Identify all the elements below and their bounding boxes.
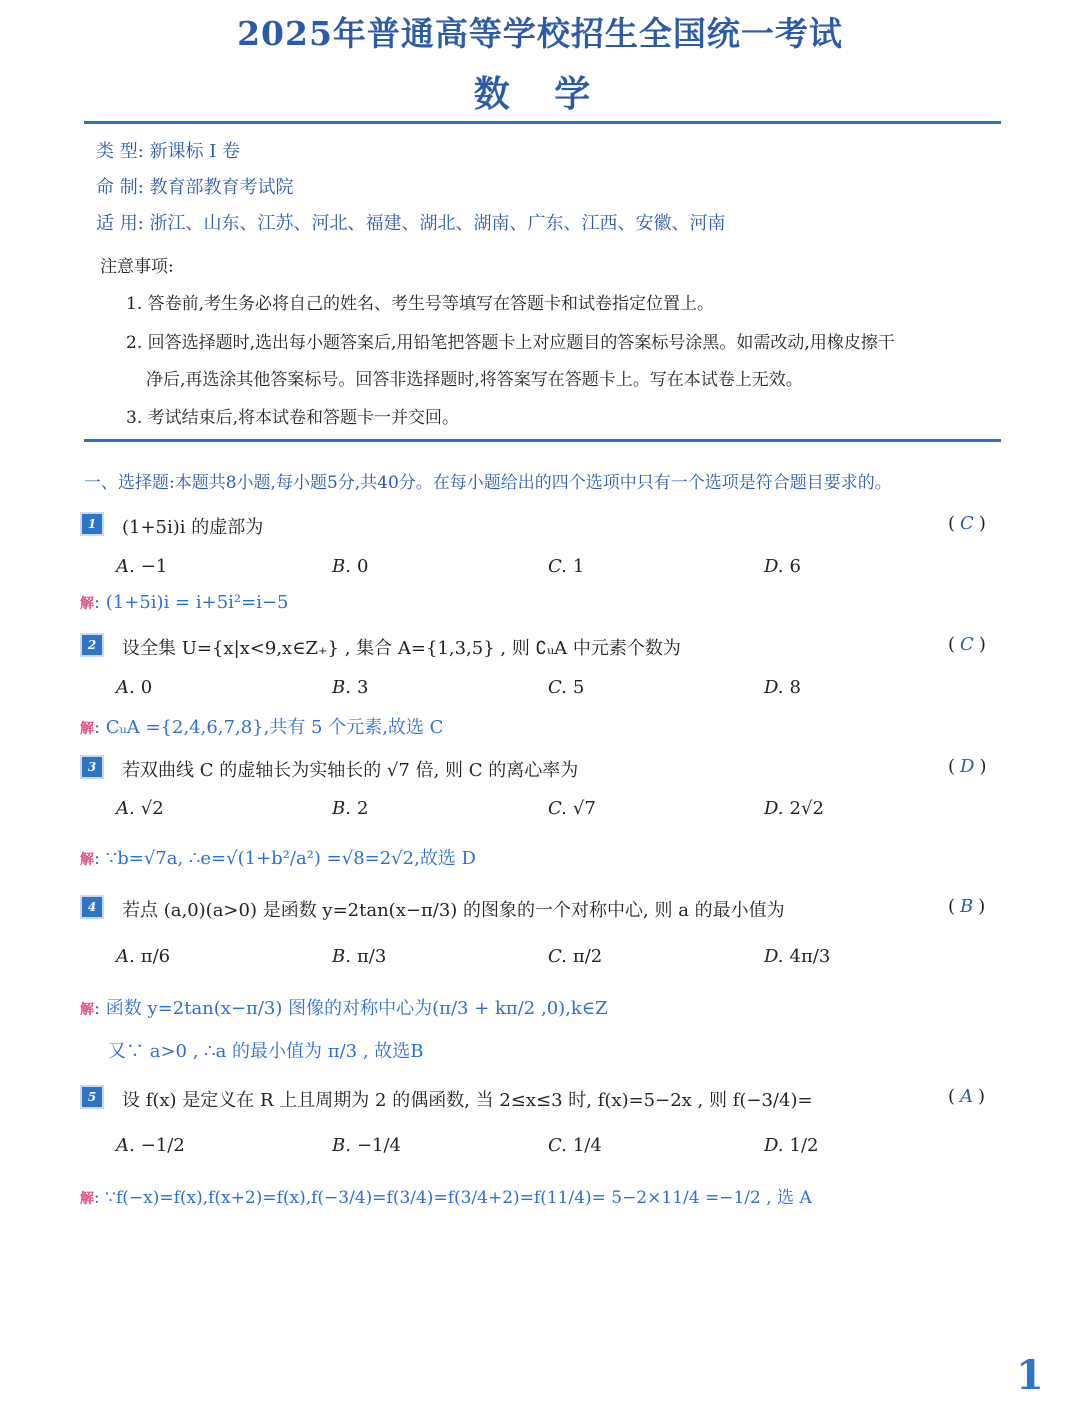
answer-bracket: ( A ) [948,1086,986,1107]
meta-type: 类 型: 新课标 I 卷 [96,141,241,162]
answer-bracket: ( D ) [948,756,987,777]
option: B. 2 [332,798,369,819]
divider-top [84,121,1001,124]
answer-letter: A [960,1086,974,1107]
question-number-badge: 4 [80,895,104,919]
note-item: 3. 考试结束后,将本试卷和答题卡一并交回。 [126,408,460,428]
answer-bracket: ( B ) [948,896,986,917]
answer-letter: D [960,756,975,777]
solution-text: 解: (1+5i)i = i+5i²=i−5 [80,592,289,613]
meta-maker: 命 制: 教育部教育考试院 [96,177,294,198]
question-number-badge: 2 [80,633,104,657]
option: B. −1/4 [332,1135,402,1156]
option: D. 1/2 [764,1135,819,1156]
solution-label: 解 [80,721,94,737]
option: D. 8 [764,677,801,698]
solution-text: 解: ∵f(−x)=f(x),f(x+2)=f(x),f(−3/4)=f(3/4)=f(3/4+2)=f(11/4)= 5−2×11/4 =−1/2 , 选 A [80,1188,812,1208]
solution-label: 解 [80,852,94,868]
option: B. 0 [332,556,369,577]
exam-title: 2025年普通高等学校招生全国统一考试 [237,14,843,53]
option: C. √7 [548,798,596,819]
option: C. 1 [548,556,585,577]
section-heading: 一、选择题:本题共8小题,每小题5分,共40分。在每小题给出的四个选项中只有一个选项是符合题目要求的。 [84,473,892,493]
question-number-badge: 3 [80,755,104,779]
solution-label: 解 [80,1191,94,1207]
answer-bracket: ( C ) [948,634,986,655]
answer-letter: C [960,634,974,655]
option: A. −1 [116,556,168,577]
answer-letter: C [960,513,974,534]
answer-letter: B [960,896,974,917]
note-item: 1. 答卷前,考生务必将自己的姓名、考生号等填写在答题卡和试卷指定位置上。 [126,294,715,314]
solution-text: 解: CᵤA ={2,4,6,7,8},共有 5 个元素,故选 C [80,717,444,738]
question-stem: 若点 (a,0)(a>0) 是函数 y=2tan(x−π/3) 的图象的一个对称中心, 则 a 的最小值为 [122,900,785,921]
answer-bracket: ( C ) [948,513,986,534]
divider-bottom [84,439,1001,442]
option: A. √2 [116,798,164,819]
option: B. 3 [332,677,369,698]
subject-title: 数 学 [473,73,607,115]
notes-title: 注意事项: [100,257,174,277]
option: D. 6 [764,556,801,577]
option: C. π/2 [548,946,603,967]
option: D. 4π/3 [764,946,831,967]
option: C. 5 [548,677,585,698]
solution-text: 解: 函数 y=2tan(x−π/3) 图像的对称中心为(π/3 + kπ/2 ,0),k∈Z [80,998,608,1019]
question-stem: 设 f(x) 是定义在 R 上且周期为 2 的偶函数, 当 2≤x≤3 时, f(x)=5−2x , 则 f(−3/4)= [122,1090,813,1111]
question-number-badge: 1 [80,512,104,536]
solution-text-continued: 又∵ a>0 , ∴a 的最小值为 π/3 , 故选B [108,1041,424,1062]
meta-regions: 适 用: 浙江、山东、江苏、河北、福建、湖北、湖南、广东、江西、安徽、河南 [96,213,726,234]
page-number: 1 [1016,1352,1044,1399]
note-item: 2. 回答选择题时,选出每小题答案后,用铅笔把答题卡上对应题目的答案标号涂黑。如需改动,用橡皮擦干 [126,333,895,353]
note-item: 净后,再选涂其他答案标号。回答非选择题时,将答案写在答题卡上。写在本试卷上无效。 [146,370,803,390]
option: C. 1/4 [548,1135,602,1156]
solution-label: 解 [80,1002,94,1018]
solution-text: 解: ∵b=√7a, ∴e=√(1+b²/a²) =√8=2√2,故选 D [80,848,476,869]
option: A. −1/2 [116,1135,185,1156]
question-stem: 若双曲线 C 的虚轴长为实轴长的 √7 倍, 则 C 的离心率为 [122,760,579,781]
solution-label: 解 [80,596,94,612]
option: B. π/3 [332,946,387,967]
option: A. 0 [116,677,153,698]
question-stem: 设全集 U={x|x<9,x∈Z₊} , 集合 A={1,3,5} , 则 ∁ᵤA 中元素个数为 [122,638,681,659]
question-stem: (1+5i)i 的虚部为 [122,517,264,538]
option: D. 2√2 [764,798,824,819]
question-number-badge: 5 [80,1085,104,1109]
option: A. π/6 [116,946,171,967]
